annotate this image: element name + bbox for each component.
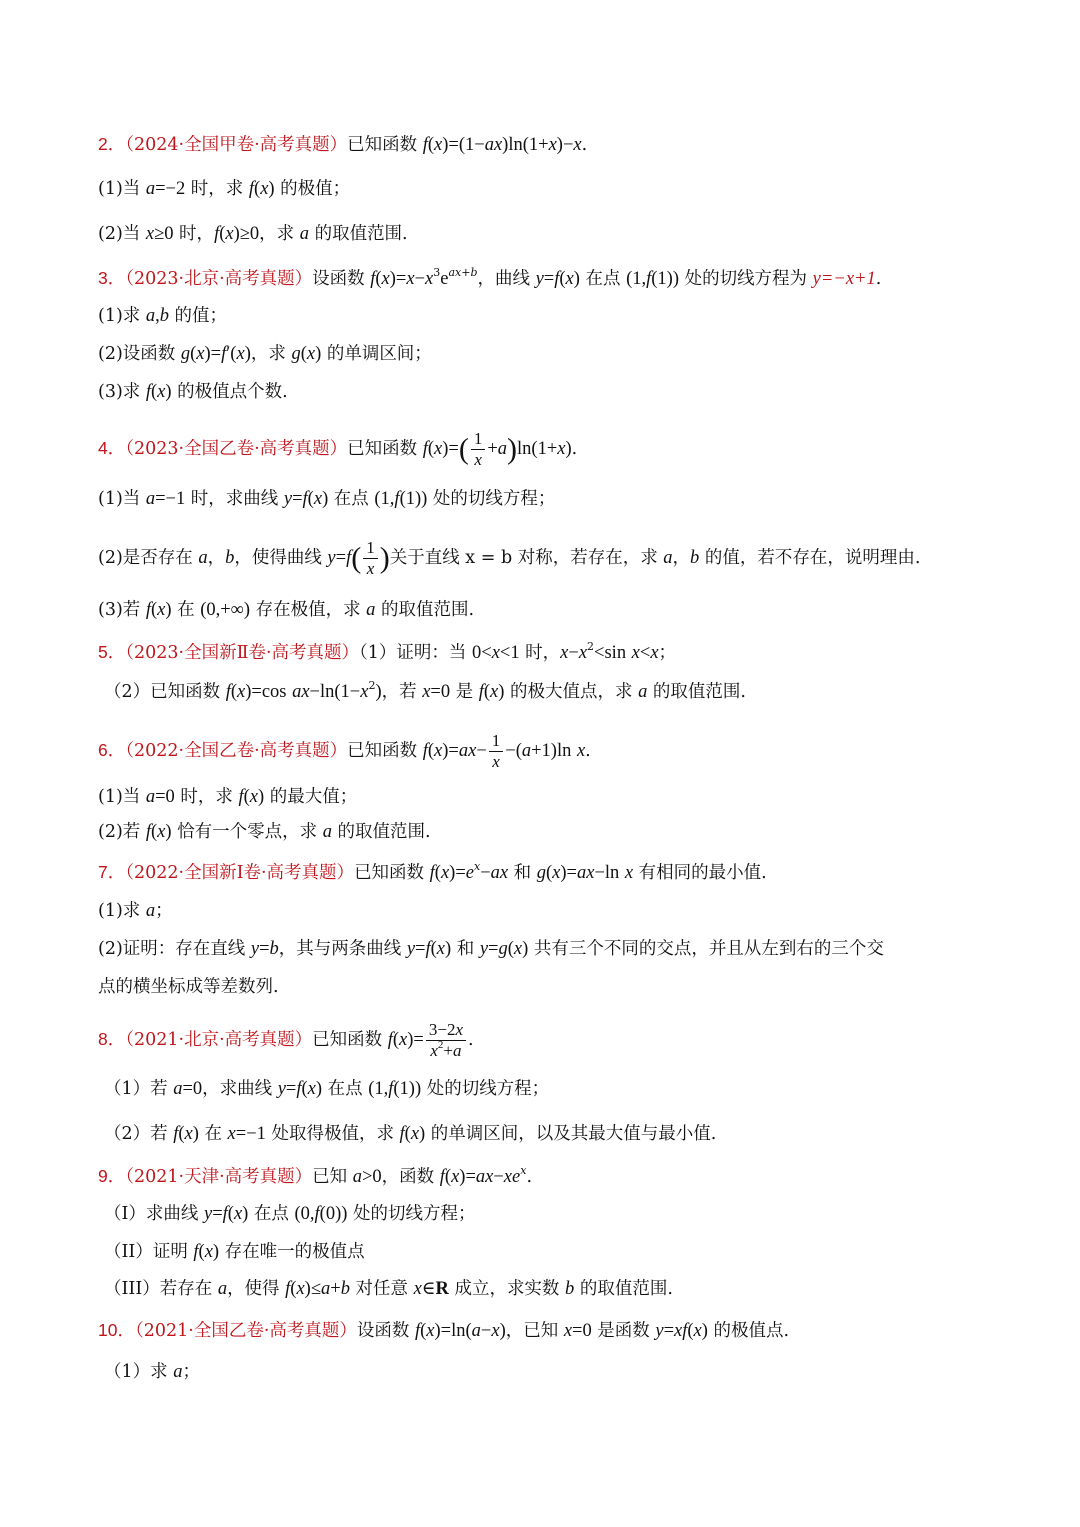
problem-4-q1: (1)当 a=−1 时，求曲线 y=f(x) 在点 (1,f(1)) 处的切线方程； bbox=[98, 489, 556, 509]
problem-4-q2: (2)是否存在 a，b，使得曲线 y=f( $\frac{1}{x}$ )关于直线 x = b 对称，若存在，求 a，b 的值，若不存在，说明理由. bbox=[98, 538, 921, 578]
problem-2-stem: 2．（2024·全国甲卷·高考真题）已知函数 f(x)=(1−ax)ln(1+x)−x. bbox=[98, 134, 588, 155]
problem-6-stem: 6．（2022·全国乙卷·高考真题）已知函数 f(x)=ax− $\frac{1}{x}$ −(a+1)ln x. bbox=[98, 731, 591, 771]
problem-2-q2: (2)当 x≥0 时，f(x)≥0，求 a 的取值范围. bbox=[98, 224, 408, 244]
problem-number: 8． bbox=[98, 1029, 126, 1049]
problem-10-q1: （1）求 a； bbox=[104, 1362, 200, 1382]
problem-source: （2023·全国新Ⅱ卷·高考真题） bbox=[125, 643, 360, 663]
problem-7-q1: (1)求 a； bbox=[98, 901, 173, 921]
problem-7-q2-cont: 点的横坐标成等差数列. bbox=[98, 977, 279, 997]
problem-9-q1: （I）求曲线 y=f(x) 在点 (0,f(0)) 处的切线方程； bbox=[104, 1204, 476, 1224]
problem-source: （2021·北京·高考真题） bbox=[125, 1030, 313, 1050]
problem-6-q1: (1)当 a=0 时，求 f(x) 的最大值； bbox=[98, 787, 358, 807]
problem-3-q1: (1)求 a,b 的值； bbox=[98, 306, 228, 326]
problem-number: 10． bbox=[98, 1320, 135, 1340]
problem-10-stem: 10．（2021·全国乙卷·高考真题）设函数 f(x)=ln(a−x)，已知 x=0 是函数 y=xf(x) 的极值点. bbox=[98, 1320, 790, 1341]
problem-source: （2022·全国乙卷·高考真题） bbox=[125, 741, 348, 761]
problem-8-q2: （2）若 f(x) 在 x=−1 处取得极值，求 f(x) 的单调区间，以及其最大值与最小值. bbox=[104, 1124, 717, 1144]
problem-2-q1: (1)当 a=−2 时，求 f(x) 的极值； bbox=[98, 179, 351, 199]
problem-3-q3: (3)求 f(x) 的极值点个数. bbox=[98, 382, 288, 402]
problem-number: 9． bbox=[98, 1166, 126, 1186]
problem-9-q2: （II）证明 f(x) 存在唯一的极值点 bbox=[104, 1242, 365, 1262]
problem-8-stem: 8．（2021·北京·高考真题）已知函数 f(x)= $\frac{3-2x}{x^2+a}$ . bbox=[98, 1020, 474, 1060]
problem-source: （2021·全国乙卷·高考真题） bbox=[134, 1321, 357, 1341]
problem-number: 6． bbox=[98, 740, 126, 760]
problem-9-stem: 9．（2021·天津·高考真题）已知 a>0，函数 $f(x)=ax-xe^x$. bbox=[98, 1164, 533, 1187]
problem-number: 3． bbox=[98, 268, 126, 288]
problem-source: （2021·天津·高考真题） bbox=[125, 1167, 313, 1187]
tangent-answer: y=−x+1 bbox=[812, 269, 876, 289]
problem-source: （2022·全国新Ⅰ卷·高考真题） bbox=[125, 863, 355, 883]
problem-5-q2: （2）已知函数 f(x)=cos $ax-\ln(1-x^2)$，若 x=0 是 f(x) 的极大值点，求 a 的取值范围. bbox=[104, 679, 746, 702]
problem-9-q3: （III）若存在 a，使得 f(x)≤a+b 对任意 x∈R 成立，求实数 b 的取值范围. bbox=[104, 1279, 673, 1299]
problem-7-stem: 7．（2022·全国新Ⅰ卷·高考真题）已知函数 $f(x)=e^x-ax$ 和 g(x)=ax−ln x 有相同的最小值. bbox=[98, 860, 767, 883]
problem-number: 4． bbox=[98, 438, 126, 458]
problem-3-q2: (2)设函数 g(x)=f′(x)，求 g(x) 的单调区间； bbox=[98, 344, 432, 364]
problem-5-stem: 5．（2023·全国新Ⅱ卷·高考真题）（1）证明：当 0<x<1 时，$x-x^2<\sin$ x<x； bbox=[98, 640, 677, 663]
problem-4-stem: 4．（2023·全国乙卷·高考真题）已知函数 f(x)=( $\frac{1}{x}$ +a)ln(1+x). bbox=[98, 429, 578, 469]
problem-7-q2: (2)证明：存在直线 y=b，其与两条曲线 y=f(x) 和 y=g(x) 共有三个不同的交点，并且从左到右的三个交 bbox=[98, 939, 884, 959]
problem-8-q1: （1）若 a=0，求曲线 y=f(x) 在点 (1,f(1)) 处的切线方程； bbox=[104, 1079, 550, 1099]
problem-source: （2023·全国乙卷·高考真题） bbox=[125, 439, 348, 459]
problem-3-stem: 3．（2023·北京·高考真题）设函数 $f(x)=x-x^3e^{ax+b}$，曲线 y=f(x) 在点 (1,f(1)) 处的切线方程为 y=−x+1. bbox=[98, 266, 882, 289]
problem-number: 7． bbox=[98, 862, 126, 882]
problem-4-q3: (3)若 f(x) 在 (0,+∞) 存在极值，求 a 的取值范围. bbox=[98, 600, 475, 620]
problem-source: （2024·全国甲卷·高考真题） bbox=[125, 135, 348, 155]
problem-number: 5． bbox=[98, 642, 126, 662]
problem-6-q2: (2)若 f(x) 恰有一个零点，求 a 的取值范围. bbox=[98, 822, 431, 842]
problem-source: （2023·北京·高考真题） bbox=[125, 269, 313, 289]
problem-number: 2． bbox=[98, 134, 126, 154]
